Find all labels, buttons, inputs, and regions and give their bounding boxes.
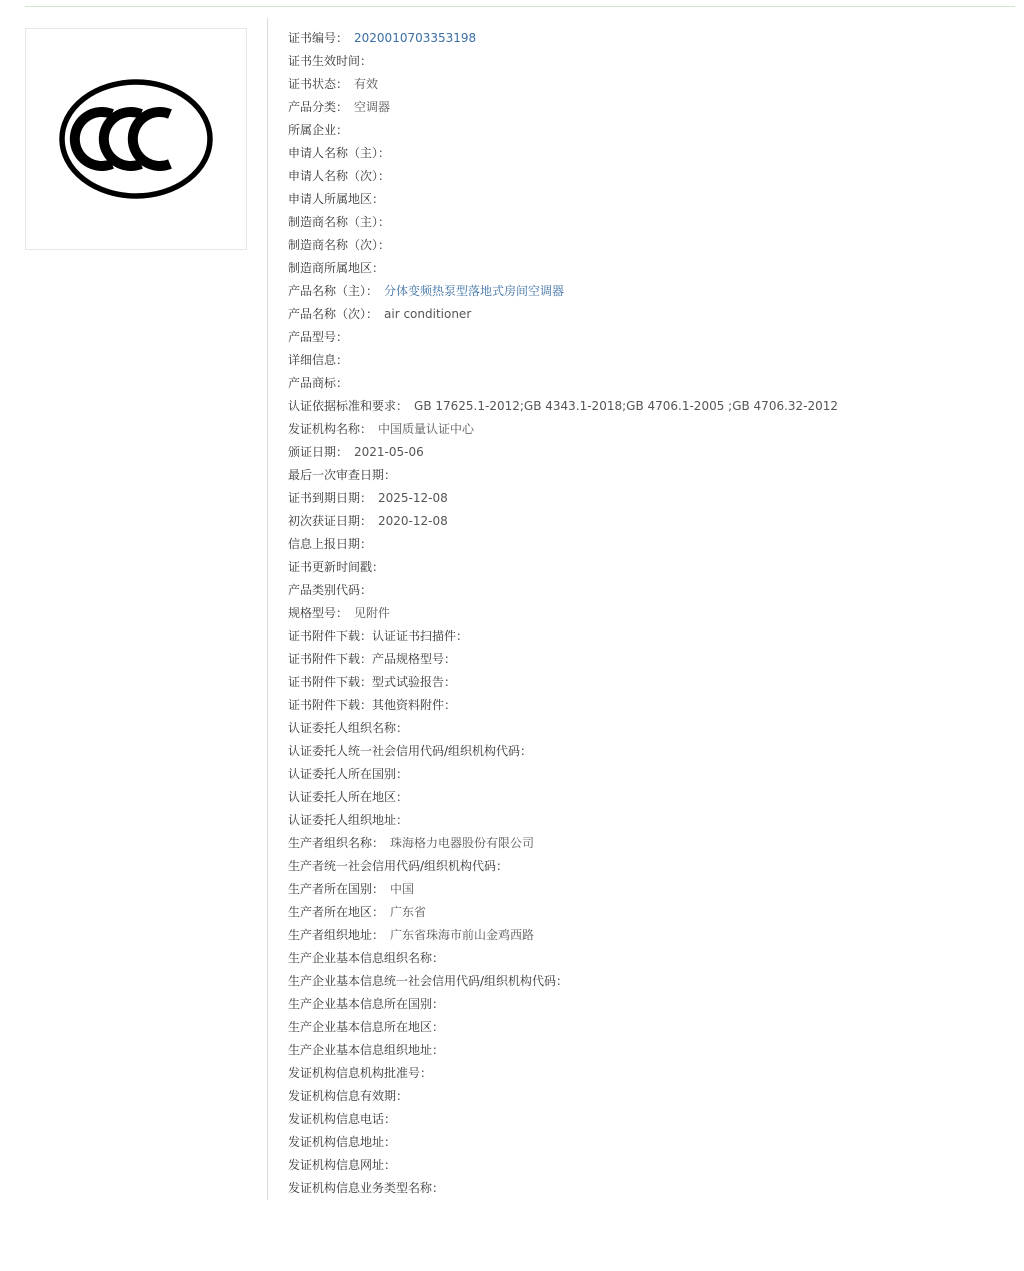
info-row [288,96,838,119]
info-row [288,73,838,96]
field-label: 规格型号： [288,606,349,620]
field-label: 认证委托人统一社会信用代码/组织机构代码： [288,744,533,758]
certificate-info-list [288,27,838,1200]
field-label: 发证机构信息网址： [288,1158,397,1172]
field-label: 证书附件下载：型式试验报告： [288,675,457,689]
field-label: 发证机构信息地址： [288,1135,397,1149]
field-label: 信息上报日期： [288,537,373,551]
field-value: 珠海格力电器股份有限公司 [390,836,535,850]
info-row [288,165,838,188]
info-row [288,326,838,349]
field-value-link[interactable]: 分体变频热泵型落地式房间空调器 [384,284,565,298]
field-label: 详细信息： [288,353,349,367]
field-label: 认证委托人所在国别： [288,767,409,781]
info-row [288,280,838,303]
info-row [288,119,838,142]
field-label: 证书到期日期： [288,491,373,505]
info-row [288,1016,838,1039]
info-row [288,717,838,740]
info-row [288,1177,838,1200]
info-row [288,970,838,993]
field-value: 广东省 [390,905,427,919]
field-value: 有效 [354,77,379,91]
field-value: 2025-12-08 [378,491,448,505]
column-divider [267,18,268,1200]
info-row [288,303,838,326]
info-row [288,648,838,671]
info-row [288,487,838,510]
field-label: 生产企业基本信息所在国别： [288,997,445,1011]
field-label: 证书附件下载：认证证书扫描件： [288,629,469,643]
info-row [288,1062,838,1085]
field-label: 证书状态： [288,77,349,91]
field-value: 中国 [390,882,415,896]
info-row [288,809,838,832]
field-label: 申请人所属地区： [288,192,385,206]
info-row [288,832,838,855]
field-label: 发证机构信息电话： [288,1112,397,1126]
info-row [288,257,838,280]
field-label: 最后一次审查日期： [288,468,397,482]
field-label: 生产者组织地址： [288,928,385,942]
field-label: 生产者所在国别： [288,882,385,896]
info-row [288,786,838,809]
info-row [288,763,838,786]
ccc-logo-frame [25,28,247,250]
field-value: air conditioner [384,307,472,321]
info-row [288,1039,838,1062]
field-label: 证书生效时间： [288,54,373,68]
info-row [288,211,838,234]
field-value: 见附件 [354,606,391,620]
field-label: 初次获证日期： [288,514,373,528]
info-row [288,901,838,924]
info-row [288,533,838,556]
field-label: 制造商所属地区： [288,261,385,275]
info-row [288,855,838,878]
field-label: 生产企业基本信息所在地区： [288,1020,445,1034]
field-label: 发证机构信息业务类型名称： [288,1181,445,1195]
field-label: 产品名称（次）： [288,307,379,321]
field-label: 证书更新时间戳： [288,560,385,574]
field-value: GB 17625.1-2012;GB 4343.1-2018;GB 4706.1-2005 ;GB 4706.32-2012 [414,399,839,413]
info-row [288,740,838,763]
field-label: 生产企业基本信息组织地址： [288,1043,445,1057]
field-label: 申请人名称（主）： [288,146,391,160]
field-label: 制造商名称（主）： [288,215,391,229]
info-row [288,142,838,165]
field-label: 申请人名称（次）： [288,169,391,183]
info-row [288,418,838,441]
info-row [288,510,838,533]
field-label: 制造商名称（次）： [288,238,391,252]
field-label: 证书编号： [288,31,349,45]
info-row [288,625,838,648]
field-label: 生产者统一社会信用代码/组织机构代码： [288,859,509,873]
info-row [288,947,838,970]
info-row [288,694,838,717]
field-label: 认证依据标准和要求： [288,399,409,413]
info-row [288,1154,838,1177]
field-label: 发证机构名称： [288,422,373,436]
info-row [288,924,838,947]
field-label: 颁证日期： [288,445,349,459]
field-label: 生产企业基本信息统一社会信用代码/组织机构代码： [288,974,569,988]
field-label: 证书附件下载：产品规格型号： [288,652,457,666]
field-value-link[interactable]: 2020010703353198 [354,31,477,45]
field-label: 生产者组织名称： [288,836,385,850]
info-row [288,878,838,901]
field-label: 产品类别代码： [288,583,373,597]
info-row [288,464,838,487]
field-label: 产品商标： [288,376,349,390]
info-row [288,349,838,372]
field-label: 产品名称（主）： [288,284,379,298]
field-label: 发证机构信息有效期： [288,1089,409,1103]
info-row [288,671,838,694]
field-value: 2021-05-06 [354,445,424,459]
info-row [288,234,838,257]
field-value: 中国质量认证中心 [378,422,475,436]
field-label: 所属企业： [288,123,349,137]
field-value: 广东省珠海市前山金鸡西路 [390,928,535,942]
field-label: 认证委托人组织名称： [288,721,409,735]
info-row [288,441,838,464]
field-label: 产品型号： [288,330,349,344]
field-label: 认证委托人所在地区： [288,790,409,804]
field-label: 产品分类： [288,100,349,114]
info-row [288,1108,838,1131]
field-label: 生产企业基本信息组织名称： [288,951,445,965]
info-row [288,50,838,73]
field-label: 认证委托人组织地址： [288,813,409,827]
info-row [288,579,838,602]
field-label: 发证机构信息机构批准号： [288,1066,433,1080]
top-divider [25,6,1015,7]
field-value: 2020-12-08 [378,514,448,528]
info-row [288,27,838,50]
field-value: 空调器 [354,100,391,114]
field-label: 生产者所在地区： [288,905,385,919]
info-row [288,1131,838,1154]
info-row [288,556,838,579]
info-row [288,1085,838,1108]
ccc-mark-icon [58,78,214,200]
info-row [288,602,838,625]
info-row [288,993,838,1016]
field-label: 证书附件下载：其他资料附件： [288,698,457,712]
info-row [288,395,838,418]
info-row [288,372,838,395]
info-row [288,188,838,211]
